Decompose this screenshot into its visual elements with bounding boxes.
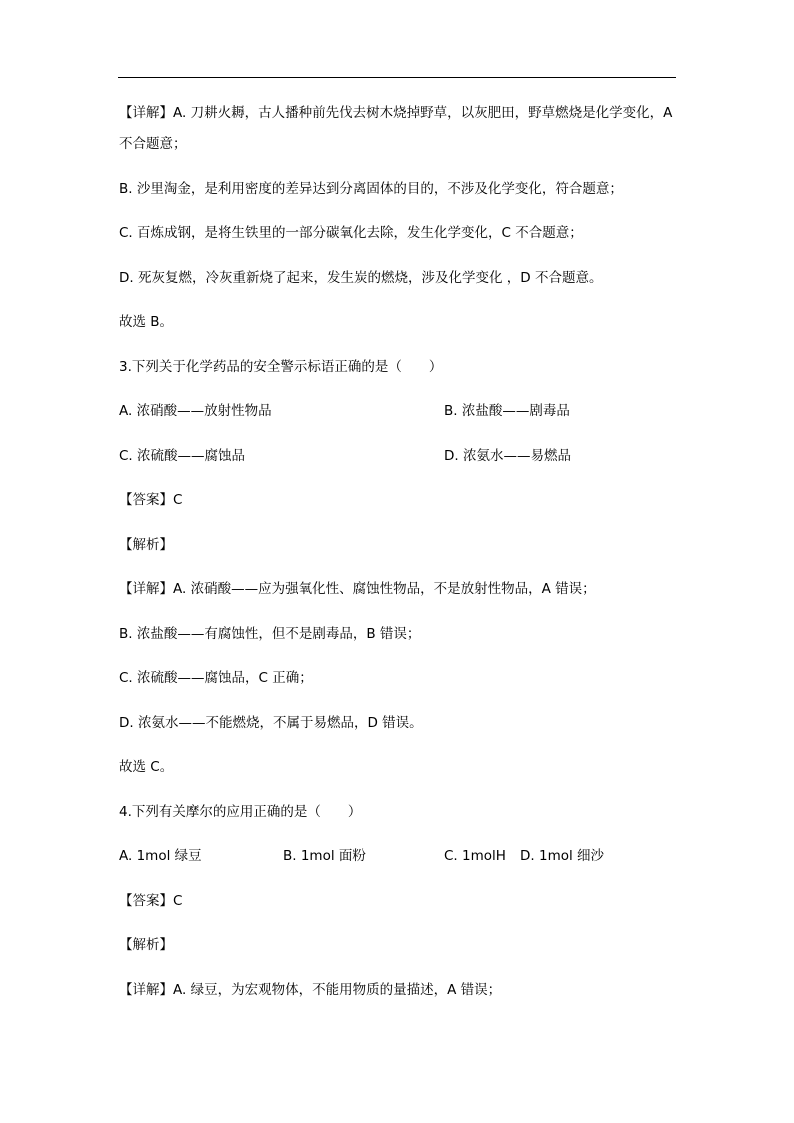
question-3-detail-b: B. 浓盐酸——有腐蚀性，但不是剧毒品，B 错误； (119, 626, 421, 642)
question-4-option-a: A. 1mol 绿豆 (119, 848, 202, 864)
explanation-line-b: B. 沙里淘金，是利用密度的差异达到分离固体的目的，不涉及化学变化，符合题意； (119, 181, 623, 197)
explanation-line-d: D. 死灰复燃，冷灰重新烧了起来，发生炭的燃烧，涉及化学变化 ，D 不合题意。 (119, 270, 603, 286)
question-4-analysis-heading: 【解析】 (119, 937, 173, 953)
question-3-detail-d: D. 浓氨水——不能燃烧，不属于易燃品，D 错误。 (119, 715, 423, 731)
question-3-summary: 故选 C。 (119, 759, 174, 775)
explanation-line-c: C. 百炼成钢，是将生铁里的一部分碳氧化去除，发生化学变化，C 不合题意； (119, 225, 583, 241)
explanation-line-a-cont: 不合题意； (119, 136, 187, 152)
question-3-answer: 【答案】C (119, 492, 183, 508)
question-3-detail-c: C. 浓硫酸——腐蚀品，C 正确； (119, 670, 313, 686)
explanation-line-a: 【详解】A. 刀耕火耨，古人播种前先伐去树木烧掉野草，以灰肥田，野草燃烧是化学变化，A (119, 105, 673, 121)
choice-summary: 故选 B。 (119, 314, 174, 330)
question-4: 4.下列有关摩尔的应用正确的是（ ） (119, 804, 362, 820)
question-3-option-b: B. 浓盐酸——剧毒品 (444, 403, 570, 419)
question-4-option-b: B. 1mol 面粉 (283, 848, 366, 864)
question-3-option-a: A. 浓硝酸——放射性物品 (119, 403, 272, 419)
question-4-option-c: C. 1molH (444, 848, 506, 864)
question-3-analysis-heading: 【解析】 (119, 537, 173, 553)
question-3-option-c: C. 浓硫酸——腐蚀品 (119, 448, 246, 464)
question-4-answer: 【答案】C (119, 893, 183, 909)
question-3: 3.下列关于化学药品的安全警示标语正确的是（ ） (119, 359, 443, 375)
question-4-detail-a: 【详解】A. 绿豆，为宏观物体，不能用物质的量描述，A 错误； (119, 982, 502, 998)
question-4-option-d: D. 1mol 细沙 (520, 848, 605, 864)
question-3-detail-a: 【详解】A. 浓硝酸——应为强氧化性、腐蚀性物品，不是放射性物品，A 错误； (119, 581, 596, 597)
question-3-option-d: D. 浓氨水——易燃品 (444, 448, 571, 464)
header-rule (118, 77, 676, 78)
